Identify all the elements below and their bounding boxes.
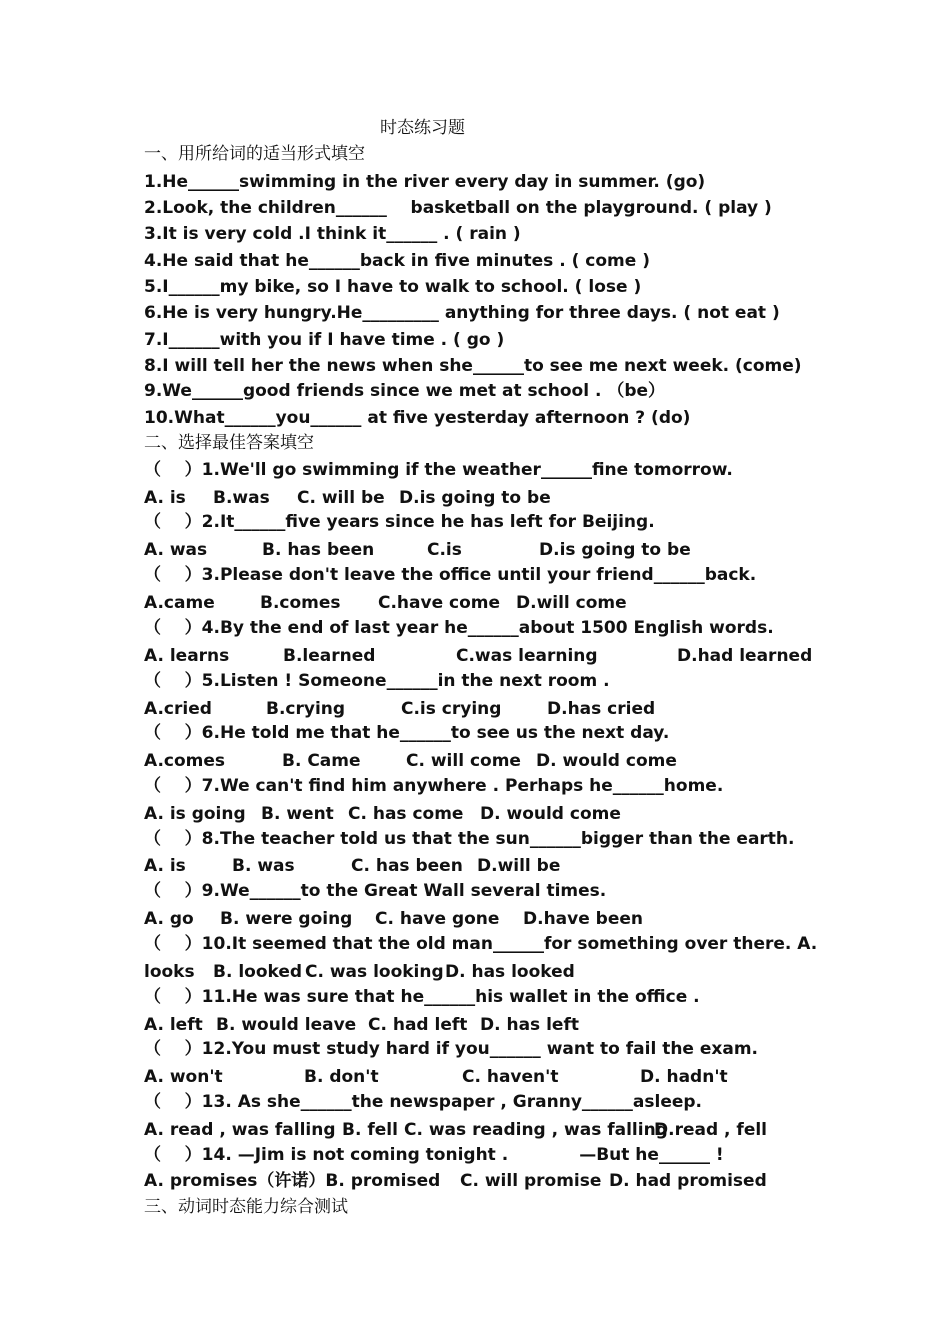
option-d: D. would come (480, 804, 621, 824)
choice-question-6: （ ）6.He told me that he______to see us the next day. (144, 723, 670, 743)
section1-heading: 一、用所给词的适当形式填空 (144, 144, 365, 164)
option-d: D.have been (523, 909, 644, 929)
choice-question-4: （ ）4.By the end of last year he______about 1500 English words. (144, 618, 774, 638)
choice-question-12: （ ）12.You must study hard if you______ want to fail the exam. (144, 1039, 759, 1059)
option-b: B. Came (282, 751, 361, 771)
page-title: 时态练习题 (380, 118, 465, 138)
option-a: A. won't (144, 1067, 223, 1087)
option-d: D.read , fell (654, 1120, 767, 1140)
option-c: C. has come (348, 804, 464, 824)
option-d: D. has left (480, 1015, 579, 1035)
option-a: A. learns (144, 646, 230, 666)
choice-question-7: （ ）7.We can't find him anywhere . Perhaps he______home. (144, 776, 724, 796)
choice-question-3: （ ）3.Please don't leave the office until your friend______back. (144, 565, 757, 585)
option-c: C. will promise (460, 1171, 602, 1191)
option-c: C.is (427, 540, 462, 560)
option-b: B.was (213, 488, 270, 508)
choice-question-11: （ ）11.He was sure that he______his wallet in the office . (144, 987, 700, 1007)
fill-item-10: 10.What______you______ at five yesterday afternoon ? (do) (144, 408, 691, 428)
fill-item-7: 7.I______with you if I have time . ( go ) (144, 330, 505, 350)
fill-item-6: 6.He is very hungry.He_________ anything for three days. ( not eat ) (144, 303, 780, 323)
choice-question-8: （ ）8.The teacher told us that the sun______bigger than the earth. (144, 829, 795, 849)
option-b: B. has been (262, 540, 375, 560)
fill-item-4: 4.He said that he______back in five minutes . ( come ) (144, 251, 650, 271)
section3-heading: 三、动词时态能力综合测试 (144, 1197, 348, 1217)
choice-question-10: （ ）10.It seemed that the old man______for something over there. A. (144, 934, 818, 954)
option-d: D.had learned (677, 646, 813, 666)
choice-question-1: （ ）1.We'll go swimming if the weather______fine tomorrow. (144, 460, 733, 480)
option-c: C. has been (351, 856, 463, 876)
choice-question-5: （ ）5.Listen ! Someone______in the next room . (144, 671, 610, 691)
option-c: C. was looking (305, 962, 444, 982)
option-b: B.comes (260, 593, 341, 613)
option-a: A. read , was falling (144, 1120, 336, 1140)
option-d: D.will come (516, 593, 627, 613)
fill-item-9: 9.We______good friends since we met at school . （be） (144, 381, 666, 401)
option-a-b: A. promises（许诺）B. promised (144, 1171, 441, 1191)
option-c: C. had left (368, 1015, 468, 1035)
choice-question-13: （ ）13. As she______the newspaper , Granny______asleep. (144, 1092, 703, 1112)
option-c: C.is crying (401, 699, 502, 719)
option-a: A.comes (144, 751, 226, 771)
option-a: A. left (144, 1015, 203, 1035)
option-b: B. fell (342, 1120, 398, 1140)
choice-question-14: （ ）14. —Jim is not coming tonight . —But he______ ! (144, 1145, 724, 1165)
option-d: D. has looked (445, 962, 575, 982)
option-a: A.cried (144, 699, 212, 719)
option-c: C. have gone (375, 909, 500, 929)
option-b: B. looked (213, 962, 303, 982)
option-d: D. hadn't (640, 1067, 728, 1087)
fill-item-2: 2.Look, the children______ basketball on the playground. ( play ) (144, 198, 772, 218)
choice-question-9: （ ）9.We______to the Great Wall several times. (144, 881, 607, 901)
option-a: A. go (144, 909, 194, 929)
fill-item-1: 1.He______swimming in the river every day in summer. (go) (144, 172, 706, 192)
option-a: A. is (144, 856, 186, 876)
fill-item-8: 8.I will tell her the news when she______to see me next week. (come) (144, 356, 802, 376)
option-c: C.have come (378, 593, 501, 613)
option-a: A. was (144, 540, 208, 560)
option-a: A. is (144, 488, 186, 508)
option-a: A.came (144, 593, 215, 613)
option-d: D.is going to be (539, 540, 691, 560)
option-b: B. went (261, 804, 334, 824)
option-b: B. was (232, 856, 295, 876)
option-b: B. were going (220, 909, 353, 929)
option-d: D.has cried (547, 699, 656, 719)
option-c: C.was learning (456, 646, 598, 666)
section2-heading: 二、选择最佳答案填空 (144, 433, 314, 453)
option-a-continued: looks (144, 962, 195, 982)
option-c: C. will come (406, 751, 521, 771)
option-d: D.will be (477, 856, 561, 876)
option-c: C. was reading , was falling (404, 1120, 668, 1140)
fill-item-5: 5.I______my bike, so I have to walk to school. ( lose ) (144, 277, 642, 297)
option-b: B. would leave (216, 1015, 357, 1035)
option-d: D.is going to be (399, 488, 551, 508)
option-b: B. don't (304, 1067, 379, 1087)
fill-item-3: 3.It is very cold .I think it______ . ( rain ) (144, 224, 521, 244)
option-b: B.learned (283, 646, 376, 666)
choice-question-2: （ ）2.It______five years since he has left for Beijing. (144, 512, 655, 532)
option-c: C. haven't (462, 1067, 559, 1087)
option-d: D. had promised (609, 1171, 767, 1191)
option-d: D. would come (536, 751, 677, 771)
option-a: A. is going (144, 804, 246, 824)
option-b: B.crying (266, 699, 346, 719)
option-c: C. will be (297, 488, 385, 508)
